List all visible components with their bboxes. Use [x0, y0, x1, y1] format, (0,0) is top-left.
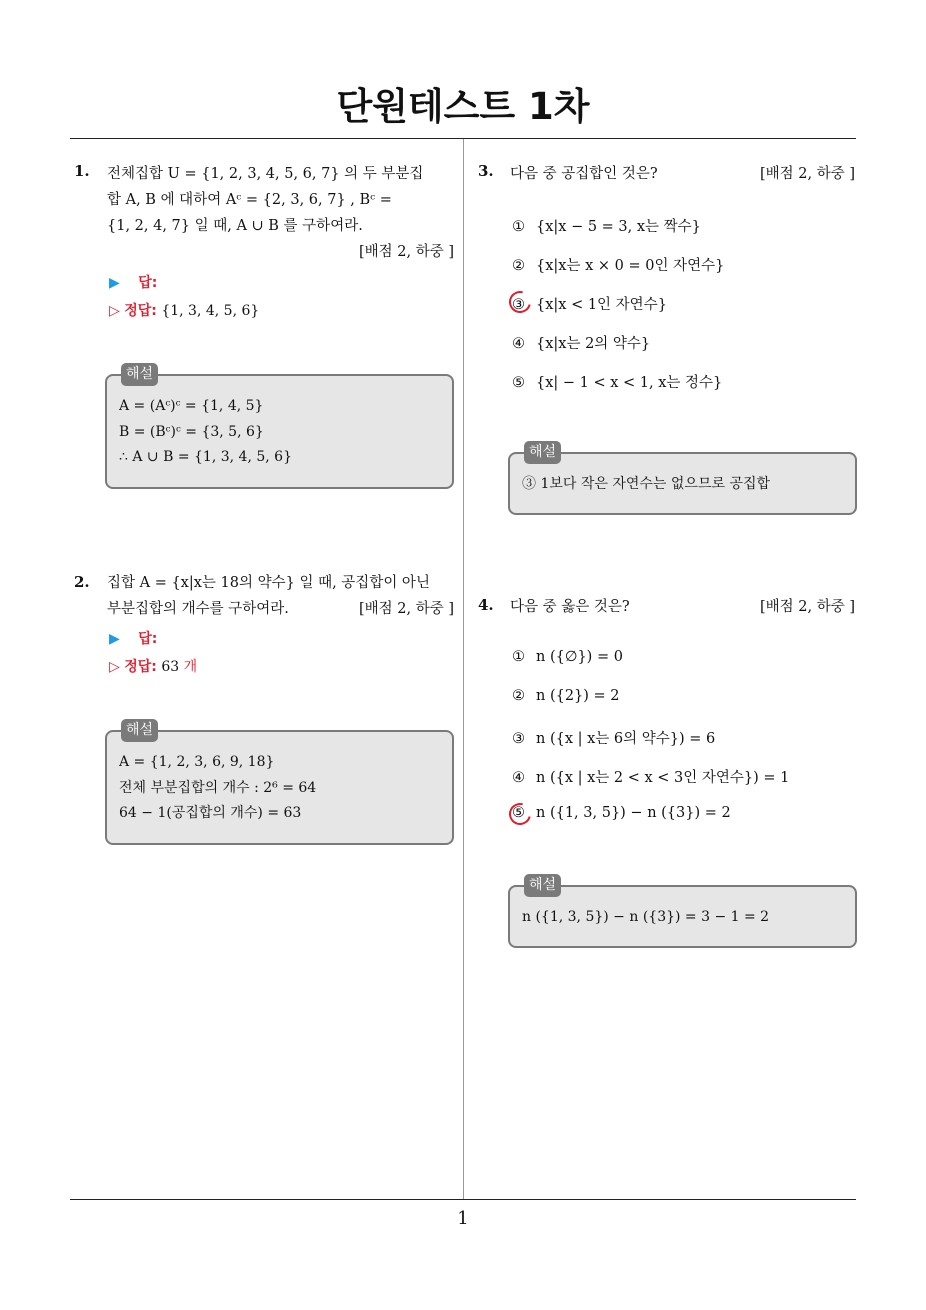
q2-text-line2-row — [107, 596, 454, 622]
q4-option-text: n ({∅}) = 0 — [536, 649, 623, 665]
q4-option-num: ⑤ — [512, 805, 525, 821]
q3-option-text: {x|x는 2의 약수} — [536, 336, 651, 352]
q1-text-line3: {1, 2, 4, 7} 일 때, A ∪ B 를 구하여라. — [107, 218, 363, 234]
q4-option-text: n ({x | x는 2 < x < 3인 자연수}) = 1 — [536, 770, 790, 786]
q2-points: [배점 2, 하중 ] — [358, 601, 454, 617]
q2-correct-label: 정답: — [124, 659, 157, 675]
q2-correct-row — [109, 656, 197, 676]
q3-option-5 — [512, 371, 722, 392]
q3-option-3 — [512, 293, 667, 314]
q4-points: [배점 2, 하중 ] — [759, 599, 855, 615]
q1-answer-label: 답: — [138, 275, 158, 291]
q3-option-text: {x|x < 1인 자연수} — [536, 297, 667, 313]
q3-option-2 — [512, 254, 724, 275]
q3-option-num: ⑤ — [512, 375, 525, 391]
q4-option-text: n ({x | x는 6의 약수}) = 6 — [536, 731, 716, 747]
q3-option-text: {x| − 1 < x < 1, x는 정수} — [536, 375, 723, 391]
page-number: 1 — [457, 1208, 469, 1229]
q1-correct-row — [109, 300, 259, 320]
q3-points: [배점 2, 하중 ] — [759, 166, 855, 182]
answer-mark-circle-icon — [505, 799, 535, 829]
q1-explanation-line: ∴ A ∪ B = {1, 3, 4, 5, 6} — [119, 449, 292, 465]
q2-answer-label: 답: — [138, 631, 158, 647]
q2-explanation-line: 64 − 1(공집합의 개수) = 63 — [119, 805, 302, 821]
q3-explanation-line: ③ 1보다 작은 자연수는 없으므로 공집합 — [522, 476, 771, 492]
q3-number: 3. — [478, 162, 494, 180]
bottom-divider — [70, 1199, 856, 1200]
q4-option-num: ③ — [512, 731, 525, 747]
q3-option-4 — [512, 332, 650, 353]
q2-text-line1: 집합 A = {x|x는 18의 약수} 일 때, 공집합이 아닌 — [107, 575, 430, 591]
q2-explanation-line: A = {1, 2, 3, 6, 9, 18} — [119, 754, 275, 770]
q3-text: 다음 중 공집합인 것은? — [510, 166, 658, 182]
q1-answer-row — [109, 272, 157, 292]
q4-number: 4. — [478, 596, 494, 614]
q4-option-num: ④ — [512, 770, 525, 786]
q1-explanation-tag: 해설 — [121, 363, 158, 386]
triangle-outline-icon: ▷ — [109, 659, 120, 675]
q2-number: 2. — [74, 573, 90, 591]
q3-option-num: ③ — [512, 297, 525, 313]
q2-explanation-tag: 해설 — [121, 719, 158, 742]
q2-answer-row — [109, 628, 157, 648]
q4-option-1 — [512, 649, 623, 665]
q3-option-num: ① — [512, 219, 525, 235]
q1-points: [배점 2, 하중 ] — [358, 244, 454, 260]
q1-text — [107, 161, 454, 265]
triangle-outline-icon: ▷ — [109, 303, 120, 319]
column-divider — [463, 139, 464, 1200]
q1-text-line1: 전체집합 U = {1, 2, 3, 4, 5, 6, 7} 의 두 부분집 — [107, 166, 424, 182]
q2-correct-value: 63 — [161, 659, 180, 675]
q4-explanation-tag: 해설 — [524, 874, 561, 897]
q2-correct-unit: 개 — [183, 659, 198, 675]
q4-option-4 — [512, 766, 789, 787]
q4-explanation-box — [508, 877, 857, 948]
q4-option-text: n ({1, 3, 5}) − n ({3}) = 2 — [536, 805, 731, 821]
q4-text-row — [510, 594, 855, 620]
q4-option-num: ① — [512, 649, 525, 665]
q3-option-num: ② — [512, 258, 525, 274]
page-title: 단원테스트 1차 — [336, 85, 590, 128]
q3-explanation-tag: 해설 — [524, 441, 561, 464]
q3-option-text: {x|x는 x × 0 = 0인 자연수} — [536, 258, 725, 274]
q1-correct-value: {1, 3, 4, 5, 6} — [161, 303, 260, 319]
q4-text: 다음 중 옳은 것은? — [510, 599, 630, 615]
q4-option-text: n ({2}) = 2 — [536, 688, 620, 704]
q2-explanation-line: 전체 부분집합의 개수 : 2⁶ = 64 — [119, 779, 317, 796]
q4-explanation-line: n ({1, 3, 5}) − n ({3}) = 3 − 1 = 2 — [522, 909, 770, 925]
q3-option-1 — [512, 215, 701, 236]
q4-option-5 — [512, 805, 731, 821]
q2-explanation-box — [105, 722, 454, 845]
play-icon: ▶ — [109, 275, 120, 291]
q2-text-line2: 부분집합의 개수를 구하여라. — [107, 601, 289, 617]
q4-option-num: ② — [512, 688, 525, 704]
q3-text-row — [510, 161, 855, 187]
q1-explanation-box — [105, 366, 454, 489]
q4-option-2 — [512, 688, 620, 704]
q3-explanation-box — [508, 444, 857, 515]
q4-option-3 — [512, 727, 715, 748]
q3-option-num: ④ — [512, 336, 525, 352]
q2-text — [107, 570, 454, 622]
q1-number: 1. — [74, 162, 90, 180]
q3-option-text: {x|x − 5 = 3, x는 짝수} — [536, 219, 701, 235]
play-icon: ▶ — [109, 631, 120, 647]
q1-text-line2: 합 A, B 에 대하여 Aᶜ = {2, 3, 6, 7} , Bᶜ = — [107, 192, 392, 208]
q1-explanation-line: A = (Aᶜ)ᶜ = {1, 4, 5} — [119, 398, 264, 414]
q1-explanation-line: B = (Bᶜ)ᶜ = {3, 5, 6} — [119, 423, 264, 440]
q1-correct-label: 정답: — [124, 303, 157, 319]
